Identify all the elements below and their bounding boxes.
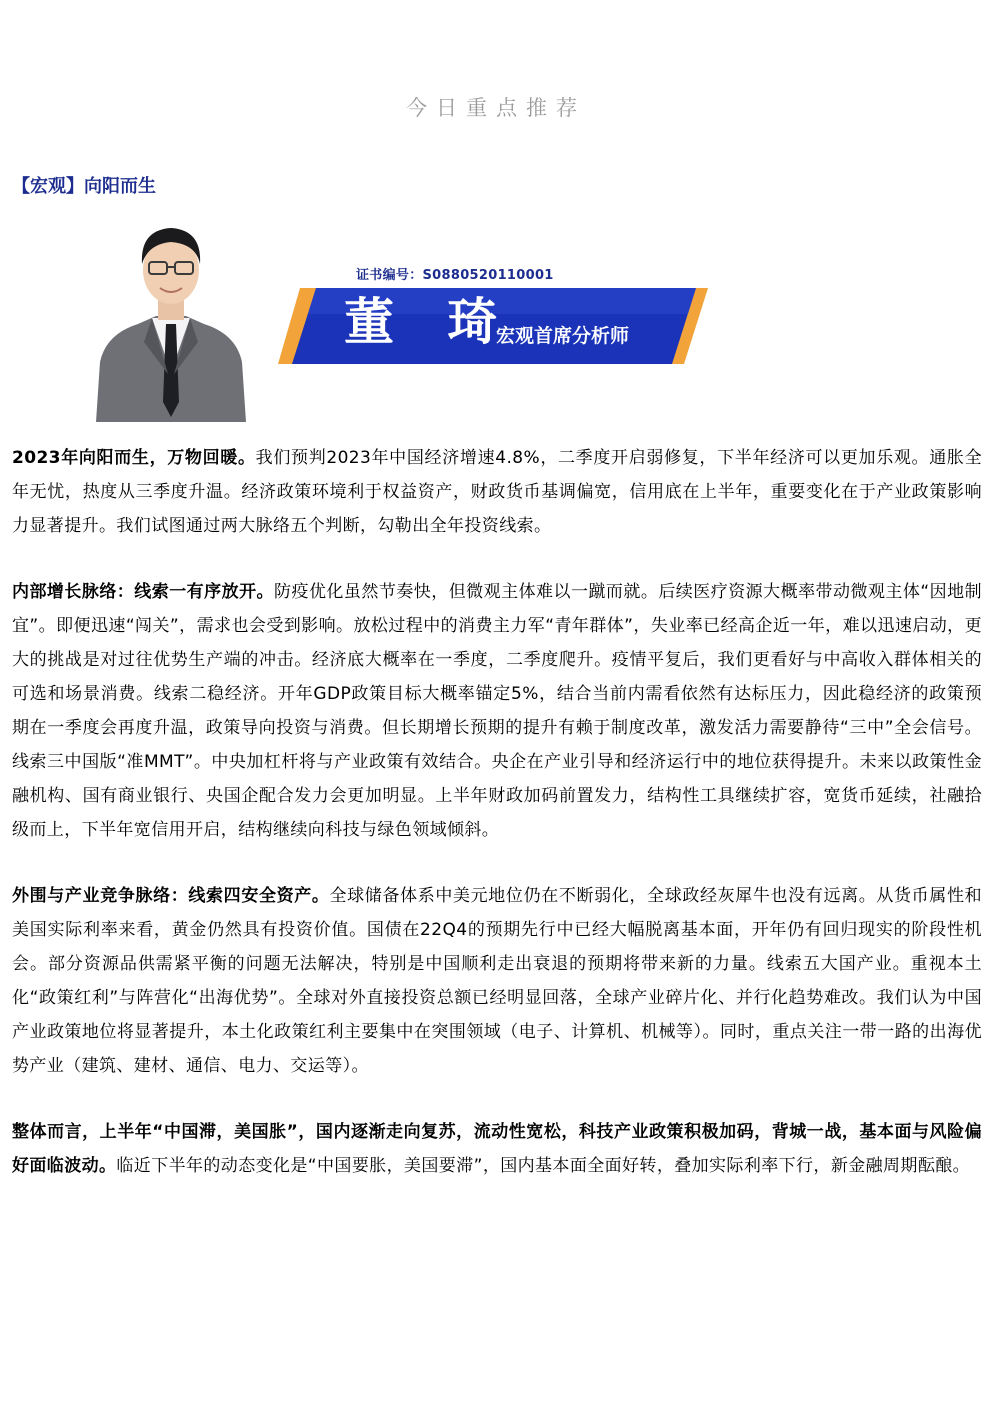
paragraph-internal-growth [12, 575, 982, 847]
page-header-title: 今日重点推荐 [406, 96, 586, 120]
article-body [12, 441, 982, 1215]
paragraph-lead: 2023年向阳而生，万物回暖。 [12, 448, 256, 468]
paragraph-lead: 整体而言，上半年“中国滞，美国胀”，国内逐渐走向复苏，流动性宽松，科技产业政策积极加码，背城一战，基本面与风险偏好面临波动。 [12, 1122, 982, 1176]
paragraph-external-competition [12, 879, 982, 1083]
paragraph-lead: 外围与产业竞争脉络：线索四安全资产。 [12, 886, 330, 906]
analyst-title: 宏观首席分析师 [496, 325, 630, 347]
paragraph-summary [12, 1115, 982, 1183]
paragraph-lead: 内部增长脉络：线索一有序放开。 [12, 582, 275, 602]
paragraph-text: 临近下半年的动态变化是“中国要胀，美国要滞”，国内基本面全面好转，叠加实际利率下行，新金融周期酝酿。 [116, 1156, 971, 1176]
paragraph-text: 防疫优化虽然节奏快，但微观主体难以一蹴而就。后续医疗资源大概率带动微观主体“因地制宜”。即便迅速“闯关”，需求也会受到影响。放松过程中的消费主力军“青年群体”，失业率已经高企近一年，难以迅速启动，更大的挑战是对过往优势生产端的冲击。经济底大概率在一季度，二季度爬升。疫情平复后，我们更看好与中高收入群体相关的可选和场景消费。线索二稳经济。开年GDP政策目标大概率锚定5%，结合当前内需看依然有达标压力，因此稳经济的政策预期在一季度会再度升温，政策导向投资与消费。但长期增长预期的提升有赖于制度改革，激发活力需要静待“三中”全会信号。线索三中国版“准MMT”。中央加杠杆将与产业政策有效结合。央企在产业引导和经济运行中的地位获得提升。未来以政策性金融机构、国有商业银行、央国企配合发力会更加明显。上半年财政加码前置发力，结构性工具继续扩容，宽货币延续，社融拾级而上，下半年宽信用开启，结构继续向科技与绿色领域倾斜。 [12, 582, 982, 840]
section-title: 【宏观】向阳而生 [12, 176, 156, 197]
paragraph-text: 我们预判2023年中国经济增速4.8%，二季度开启弱修复，下半年经济可以更加乐观。通胀全年无忧，热度从三季度升温。经济政策环境利于权益资产，财政货币基调偏宽，信用底在上半年，重要变化在于产业政策影响力显著提升。我们试图通过两大脉络五个判断，勾勒出全年投资线索。 [12, 448, 982, 536]
paragraph-text: 全球储备体系中美元地位仍在不断弱化，全球政经灰犀牛也没有远离。从货币属性和美国实际利率来看，黄金仍然具有投资价值。国债在22Q4的预期先行中已经大幅脱离基本面，开年仍有回归现实的阶段性机会。部分资源品供需紧平衡的问题无法解决，特别是中国顺利走出衰退的预期将带来新的力量。线索五大国产业。重视本土化“政策红利”与阵营化“出海优势”。全球对外直接投资总额已经明显回落，全球产业碎片化、并行化趋势难改。我们认为中国产业政策地位将显著提升，本土化政策红利主要集中在突围领域（电子、计算机、机械等）。同时，重点关注一带一路的出海优势产业（建筑、建材、通信、电力、交运等）。 [12, 886, 982, 1076]
paragraph-outlook [12, 441, 982, 543]
analyst-photo [96, 212, 246, 422]
certificate-number: 证书编号：S0880520110001 [356, 268, 554, 283]
analyst-name: 董 琦 [344, 292, 516, 351]
